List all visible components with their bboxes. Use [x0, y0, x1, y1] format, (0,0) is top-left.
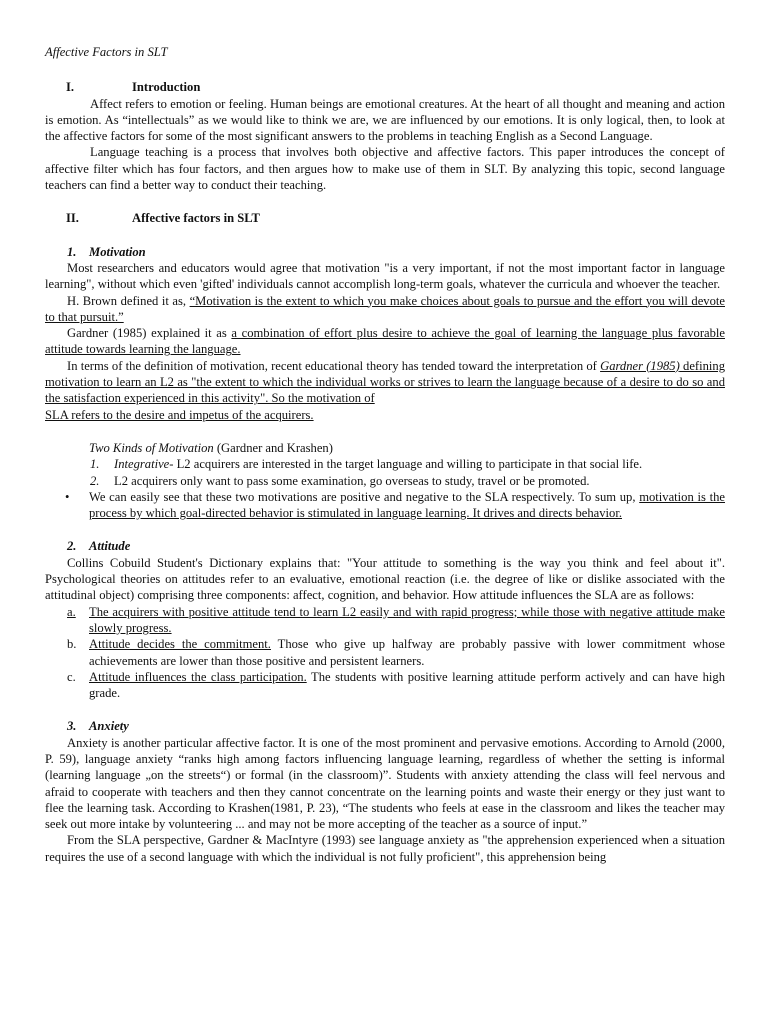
bullet-icon: • [65, 489, 70, 504]
motivation-summary-bullet: • We can easily see that these two motivations are positive and negative to the SLA respectively. To sum up, motivation is the process by which goal-directed behavior is stimulated in language learning. It drives and directs behavior. [65, 489, 725, 521]
section-heading-affective-factors [45, 210, 725, 226]
subheading-motivation: 1. Motivation [67, 244, 146, 259]
running-header: Affective Factors in SLT [45, 45, 168, 59]
document-page [45, 44, 725, 865]
motivation-paragraph-4: In terms of the definition of motivation, recent educational theory has tended toward the interpretation of Gardner (1985) defining motivation to learn an L2 as "the extent to which the individual works or strives to learn the language because of a desire to do so and the satisfaction experienced in this activity". So the motivation of [45, 358, 726, 406]
motivation-paragraph-2: H. Brown defined it as, “Motivation is the extent to which you make choices about goals to pursue and the effort you will devote to that pursuit.” [45, 293, 725, 324]
intro-paragraph-1: Affect refers to emotion or feeling. Human beings are emotional creatures. At the heart of all thought and meaning and action is emotion. As “intellectuals” as we would like to think we are, we are influenced by our emotions. It is only logical, then, to look at the affective factors for some of the most significant answers to the problems in teaching English as a Second Language. [45, 96, 725, 144]
motivation-paragraph-4-end: SLA refers to the desire and impetus of the acquirers. [45, 407, 314, 422]
section-heading-introduction [45, 79, 725, 95]
section-number: I. [66, 80, 75, 95]
attitude-paragraph-1: Collins Cobuild Student's Dictionary explains that: "Your attitude to something is the way you think and feel about it". Psychological theories on attitudes refer to an evaluative, emotional reaction (i.e. the degree of like or dislike associated with the attitudinal object) comprising three components: affect, cognition, and behavior. How attitude influences the SLA are as follows: [45, 555, 725, 603]
motivation-paragraph-3: Gardner (1985) explained it as a combination of effort plus desire to achieve the goal of learning the language plus favorable attitude towards learning the language. [45, 326, 725, 357]
subheading-anxiety: 3. Anxiety [67, 719, 129, 734]
section-title: Introduction [132, 80, 201, 95]
subheading-attitude: 2. Attitude [67, 539, 131, 554]
two-kinds-heading: Two Kinds of Motivation (Gardner and Krashen) [89, 440, 333, 455]
anxiety-paragraph-2: From the SLA perspective, Gardner & MacIntyre (1993) see language anxiety as "the apprehension experienced when a situation requires the use of a second language with which the individual is not fully proficient", this apprehension being [45, 833, 725, 864]
section-number: II. [66, 211, 79, 226]
attitude-item-a: a. The acquirers with positive attitude tend to learn L2 easily and with rapid progress; while those with negative attitude make slowly progress. [67, 604, 725, 635]
attitude-item-b: b. Attitude decides the commitment. Those who give up halfway are probably passive with lower commitment whose achievements are lower than those positive and persistent learners. [67, 637, 725, 668]
motivation-paragraph-1: Most researchers and educators would agree that motivation "is a very important, if not the most important factor in language learning", without which even 'gifted' individuals cannot accomplish long-term goals, whatever the curricula and whoever the teacher. [45, 260, 725, 292]
intro-paragraph-2: Language teaching is a process that involves both objective and affective factors. This paper introduces the concept of affective filter which has four factors, and then argues how to make use of them in SLT. By analyzing this topic, second language teachers can find a better way to conduct their teaching. [45, 145, 725, 193]
attitude-item-c: c. Attitude influences the class participation. The students with positive learning attitude perform actively and can have high grade. [67, 669, 725, 701]
anxiety-paragraph-1: Anxiety is another particular affective factor. It is one of the most prominent and pervasive emotions. According to Arnold (2000, P. 59), language anxiety “ranks high among factors influencing language learning, regardless of whether the setting is informal (learning language „on the streets“) or formal (in the classroom)”. Students with anxiety attending the class will feel nervous and afraid to cooperate with teachers and then they cannot concentrate on the learning points and waste their energy or they just want to flee the learning task. According to Krashen(1981, P. 23), “The students who feels at ease in the classroom and likes the teacher may seek out more intake by volunteering ... and may not be more accepting of the teacher as a source of input.” [45, 735, 725, 832]
section-title: Affective factors in SLT [132, 211, 260, 226]
kind-integrative: 1. Integrative- L2 acquirers are interested in the target language and willing to participate in that social life. [90, 457, 643, 472]
kind-instrumental: 2. L2 acquirers only want to pass some examination, go overseas to study, travel or be promoted. [90, 473, 590, 488]
